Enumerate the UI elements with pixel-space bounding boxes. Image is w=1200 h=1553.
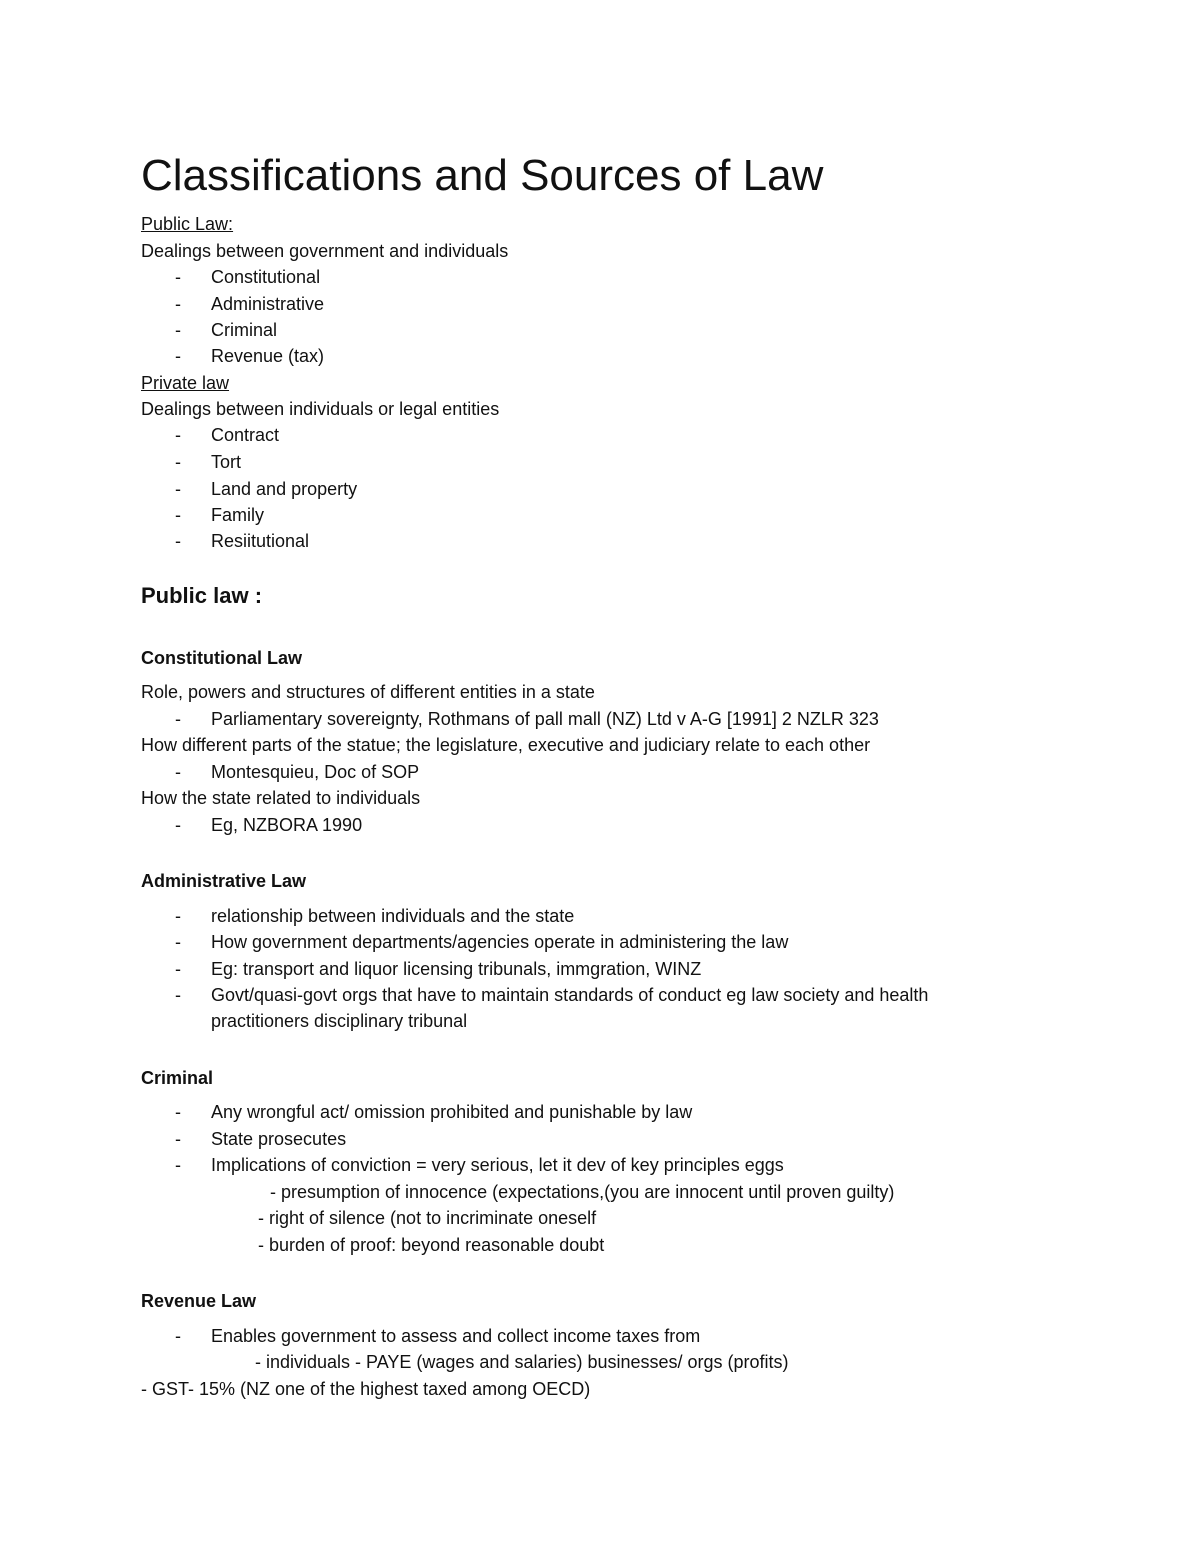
bullet-dash: - <box>175 505 181 525</box>
list-item <box>175 344 324 368</box>
list-item <box>175 292 324 316</box>
bullet-dash: - <box>175 531 181 551</box>
paragraph-line: How the state related to individuals <box>141 788 421 808</box>
bullet-dash: - <box>175 1155 181 1175</box>
list-item-text: relationship between individuals and the state <box>211 906 575 926</box>
bullet-dash: - <box>175 959 181 979</box>
bullet-dash: - <box>175 267 181 287</box>
administrative-law-heading: Administrative Law <box>141 871 307 891</box>
list-item-text: State prosecutes <box>211 1129 347 1149</box>
list-item-text: Resiitutional <box>211 531 310 551</box>
list-item <box>175 529 309 553</box>
paragraph-line: Role, powers and structures of different entities in a state <box>141 682 595 702</box>
list-item-text: Criminal <box>211 320 278 340</box>
list-item <box>175 983 928 1007</box>
list-item <box>175 503 264 527</box>
list-item <box>175 318 277 342</box>
list-item <box>175 1324 700 1348</box>
bullet-dash: - <box>175 320 181 340</box>
list-item-text: Enables government to assess and collect income taxes from <box>211 1326 701 1346</box>
list-item-text: Eg: transport and liquor licensing tribunals, immgration, WINZ <box>211 959 702 979</box>
list-item <box>175 957 701 981</box>
bullet-dash: - <box>175 1129 181 1149</box>
bullet-dash: - <box>175 452 181 472</box>
sub-list-item: - right of silence (not to incriminate oneself <box>258 1208 597 1228</box>
public-law-description: Dealings between government and individuals <box>141 241 509 261</box>
list-item-text: Tort <box>211 452 242 472</box>
list-item-text: How government departments/agencies operate in administering the law <box>211 932 789 952</box>
list-item <box>175 477 357 501</box>
private-law-description: Dealings between individuals or legal entities <box>141 399 500 419</box>
list-item <box>175 1153 784 1177</box>
list-item-text: Family <box>211 505 264 525</box>
list-item-text: Any wrongful act/ omission prohibited and punishable by law <box>211 1102 693 1122</box>
paragraph-line: - GST- 15% (NZ one of the highest taxed among OECD) <box>141 1379 591 1399</box>
list-item <box>175 450 241 474</box>
list-item-text: Land and property <box>211 479 358 499</box>
list-item <box>175 707 879 731</box>
bullet-dash: - <box>175 479 181 499</box>
bullet-dash: - <box>175 762 181 782</box>
list-item-text: Eg, NZBORA 1990 <box>211 815 363 835</box>
revenue-law-heading: Revenue Law <box>141 1291 257 1311</box>
page-title: Classifications and Sources of Law <box>141 151 824 200</box>
bullet-dash: - <box>175 425 181 445</box>
bullet-dash: - <box>175 1102 181 1122</box>
list-item <box>175 1127 346 1151</box>
list-item <box>175 423 279 447</box>
bullet-dash: - <box>175 294 181 314</box>
list-item-text: Implications of conviction = very serious, let it dev of key principles eggs <box>211 1155 784 1175</box>
list-item-text: Contract <box>211 425 280 445</box>
public-law-heading: Public Law: <box>141 214 234 234</box>
bullet-dash: - <box>175 1326 181 1346</box>
list-item <box>175 904 574 928</box>
list-item-text: Govt/quasi-govt orgs that have to maintain standards of conduct eg law society and health <box>211 985 929 1005</box>
list-item <box>175 930 788 954</box>
constitutional-law-heading: Constitutional Law <box>141 648 302 668</box>
list-item <box>175 813 362 837</box>
private-law-heading: Private law <box>141 373 230 393</box>
list-item-text: Revenue (tax) <box>211 346 325 366</box>
list-item <box>175 760 419 784</box>
list-item-text: Montesquieu, Doc of SOP <box>211 762 420 782</box>
bullet-dash: - <box>175 709 181 729</box>
criminal-law-heading: Criminal <box>141 1068 214 1088</box>
sub-list-item: - burden of proof: beyond reasonable doubt <box>258 1235 605 1255</box>
sub-list-item: - presumption of innocence (expectations,(you are innocent until proven guilty) <box>270 1182 895 1202</box>
list-item-continuation: practitioners disciplinary tribunal <box>211 1011 468 1031</box>
bullet-dash: - <box>175 985 181 1005</box>
bullet-dash: - <box>175 906 181 926</box>
list-item <box>175 1100 692 1124</box>
list-item-text: Administrative <box>211 294 325 314</box>
bullet-dash: - <box>175 346 181 366</box>
sub-list-item: - individuals - PAYE (wages and salaries) businesses/ orgs (profits) <box>255 1352 789 1372</box>
section-heading-public-law: Public law : <box>141 583 263 608</box>
list-item-text: Constitutional <box>211 267 321 287</box>
list-item <box>175 265 320 289</box>
bullet-dash: - <box>175 815 181 835</box>
bullet-dash: - <box>175 932 181 952</box>
list-item-text: Parliamentary sovereignty, Rothmans of pall mall (NZ) Ltd v A-G [1991] 2 NZLR 323 <box>211 709 879 729</box>
paragraph-line: How different parts of the statue; the legislature, executive and judiciary relate to each other <box>141 735 871 755</box>
